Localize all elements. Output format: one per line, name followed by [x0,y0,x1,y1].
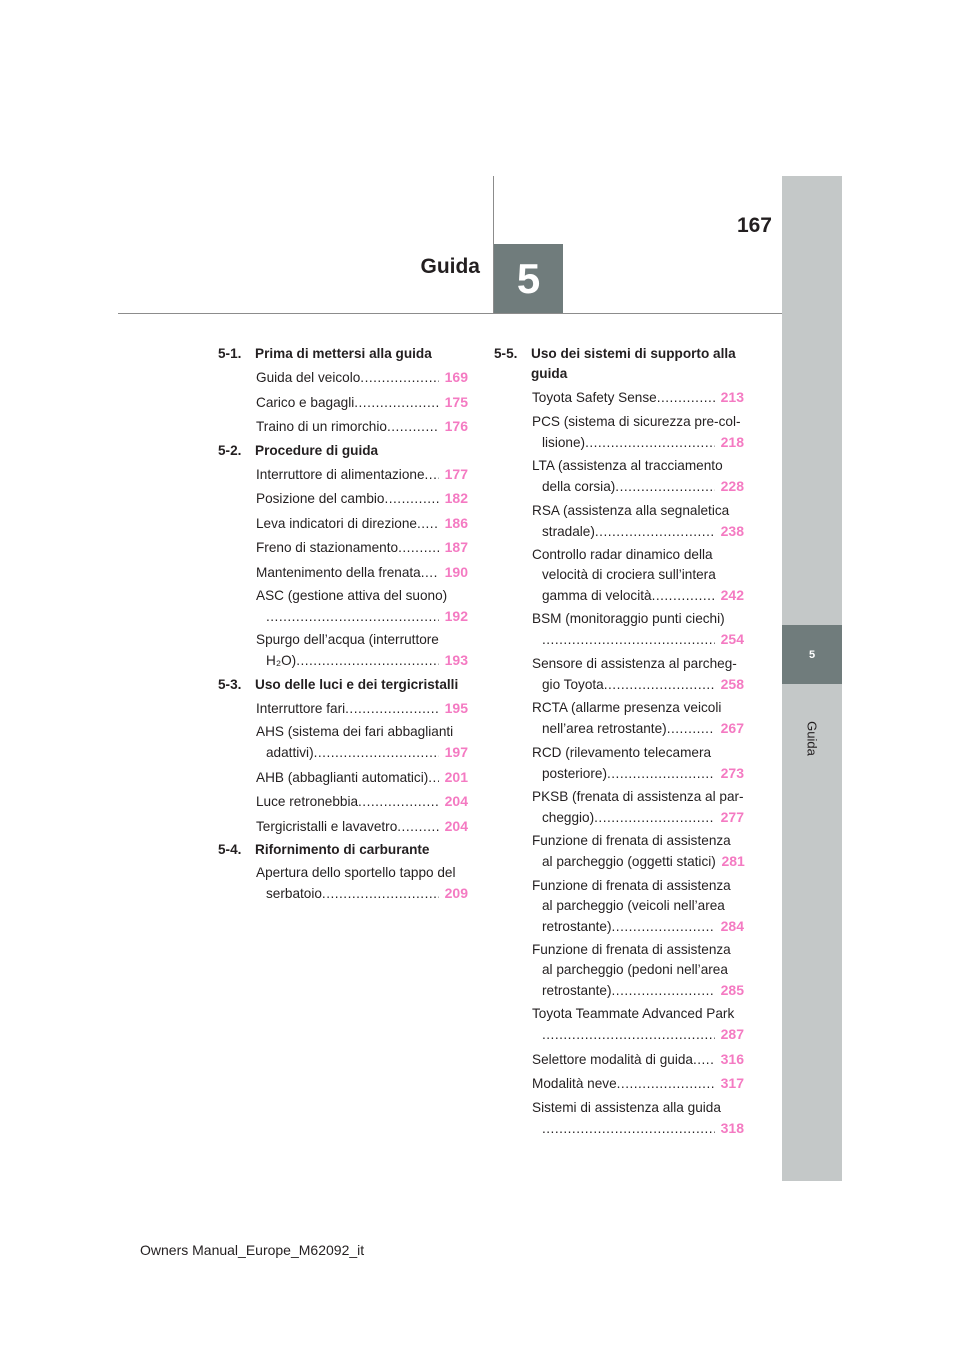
toc-entry[interactable] [532,1098,744,1139]
toc-entry[interactable] [256,367,468,388]
toc-entry-text-line [532,545,744,565]
toc-entry-text-line [532,456,744,476]
toc-entry[interactable] [532,940,744,1001]
toc-entry-text-line [532,609,744,629]
toc-entry-text: Interruttore fari [256,701,346,717]
toc-page-link[interactable]: 317 [720,1075,744,1092]
toc-entry-leader-line [256,392,468,413]
toc-entry[interactable] [532,412,744,453]
toc-page-link[interactable]: 169 [444,369,468,386]
toc-page-link[interactable]: 284 [720,917,744,934]
dot-leader [384,489,439,509]
dot-leader [417,514,439,534]
toc-entry[interactable] [256,767,468,788]
toc-page-link[interactable]: 182 [444,490,468,507]
toc-entry-text-line [532,501,744,521]
toc-entry-leader-line [256,606,468,627]
toc-entry[interactable] [532,876,744,937]
toc-page-link[interactable]: 287 [720,1026,744,1043]
toc-entry-leader-line [256,367,468,388]
toc-page-link[interactable]: 186 [444,514,468,531]
toc-page-link[interactable]: 195 [444,700,468,717]
toc-page-link[interactable]: 267 [720,720,744,737]
toc-entry-text-line [532,1098,744,1118]
toc-page-link[interactable]: 204 [444,817,468,834]
toc-entry[interactable] [256,537,468,558]
toc-entry-text: RCD (rilevamento telecamera [532,744,712,760]
toc-entry-text: stradale) [542,523,595,539]
toc-entry-text-line [532,960,744,980]
toc-entry-leader-line [532,980,744,1001]
toc-entry[interactable] [256,488,468,509]
toc-page-link[interactable]: 285 [720,982,744,999]
toc-entry-leader-line [532,851,744,872]
dot-leader [585,433,715,453]
toc-entry-text: Toyota Safety Sense [532,390,657,406]
toc-entry-text: Posizione del cambio [256,491,385,507]
toc-entry-text: Funzione di frenata di assistenza [532,942,731,958]
dot-leader [397,817,439,837]
toc-entry[interactable] [532,654,744,695]
toc-entry[interactable] [256,791,468,812]
toc-entry-text: ASC (gestione attiva del suono) [256,587,448,603]
toc-page-link[interactable]: 258 [720,675,744,692]
toc-page-link[interactable]: 176 [444,418,468,435]
toc-entry-leader-line [532,916,744,937]
toc-entry[interactable] [256,416,468,437]
toc-page-link[interactable]: 193 [444,652,468,669]
toc-entry-text: Luce retronebbia [256,794,359,810]
toc-entry[interactable] [532,1004,744,1045]
toc-entry-text-line [532,876,744,896]
toc-entry-text: retrostante) [542,918,612,934]
toc-entry-text: RSA (assistenza alla segnaletica [532,502,730,518]
toc-entry-leader-line [256,464,468,485]
toc-entry-leader-line [256,883,468,904]
dot-leader [594,808,715,828]
dot-leader [542,1025,715,1045]
chapter-number-box [494,244,563,313]
toc-entry-text: Freno di stazionamento [256,540,399,556]
toc-entry-leader-line [256,537,468,558]
toc-entry[interactable] [256,630,468,671]
dot-leader [266,607,439,627]
toc-entry[interactable] [256,863,468,904]
dot-leader [421,563,439,583]
toc-entry-leader-line [532,1049,744,1070]
toc-entry-text: della corsia) [542,479,616,495]
toc-entry[interactable] [532,1073,744,1094]
toc-entry[interactable] [256,464,468,485]
toc-section-heading [218,441,468,461]
toc-entry-text: Apertura dello sportello tappo del [256,865,456,881]
toc-entry-text: Traino di un rimorchio [256,419,387,435]
dot-leader [542,630,715,650]
dot-leader [652,586,715,606]
toc-entry-text: serbatoio [266,886,322,902]
toc-entry-leader-line [532,432,744,453]
chapter-title: Guida [420,255,480,278]
toc-entry[interactable] [256,513,468,534]
section-title [255,441,468,461]
section-number: 5-5. [494,346,518,361]
section-title-line: Rifornimento di carburante [255,842,430,858]
toc-page-link[interactable]: 238 [720,522,744,539]
toc-entry-text: Guida del veicolo [256,370,361,386]
section-number: 5-2. [218,442,242,458]
section-title-line: Uso dei sistemi di supporto alla [531,346,736,361]
toc-entry-text: Interruttore di alimentazione [256,466,425,482]
sidebar-chapter-label: Guida [804,721,820,756]
section-title-line: Uso delle luci e dei tergicristalli [255,676,459,692]
toc-entry-text: al parcheggio (oggetti statici) [542,854,716,870]
section-title [255,344,468,364]
dot-leader [542,1119,715,1139]
toc-entry-text-line [256,722,468,742]
section-title-line: Prima di mettersi alla guida [255,346,432,361]
toc-entry-leader-line [256,488,468,509]
toc-entry[interactable] [256,392,468,413]
toc-entry-text: Mantenimento della frenata [256,564,421,580]
toc-page-link[interactable]: 209 [444,885,468,902]
toc-entry-text: lisione) [542,434,586,450]
toc-entry-text: nell’area retrostante) [542,721,667,737]
toc-entry-text-line [532,787,744,807]
toc-entry[interactable] [532,501,744,542]
toc-entry[interactable] [532,1049,744,1070]
toc-entry[interactable] [256,698,468,719]
toc-page-link[interactable]: 228 [720,478,744,495]
toc-entry-text: Carico e bagagli [256,394,355,410]
toc-entry[interactable] [256,722,468,763]
toc-entry-text: retrostante) [542,983,612,999]
toc-entry-text: Spurgo dell’acqua (interruttore [256,632,439,648]
toc-entry-text: Tergicristalli e lavavetro [256,818,398,834]
toc-entry-leader-line [532,807,744,828]
dot-leader [667,719,715,739]
toc-entry[interactable] [256,562,468,583]
toc-entry-text: velocità di crociera sull’intera [542,566,716,582]
dot-leader [595,522,715,542]
toc-entry-leader-line [256,513,468,534]
toc-entry-text: gio Toyota [542,676,604,692]
toc-entry-text: PCS (sistema di sicurezza pre-col- [532,413,741,429]
dot-leader [398,538,439,558]
toc-right-column [494,344,744,1142]
section-number: 5-1. [218,346,242,361]
toc-entry-leader-line [532,387,744,408]
toc-entry-text: al parcheggio (veicoli nell’area [542,897,725,913]
toc-entry-leader-line [256,650,468,671]
section-title-line: guida [531,366,568,381]
toc-entry-text-line [532,1004,744,1024]
toc-entry-leader-line [532,1073,744,1094]
dot-leader [425,465,439,485]
toc-entry[interactable] [256,586,468,627]
toc-entry-text: AHB (abbaglianti automatici) [256,769,429,785]
footer-document-id: Owners Manual_Europe_M62092_it [140,1242,365,1258]
toc-page-link[interactable]: 273 [720,764,744,781]
toc-entry[interactable] [256,816,468,837]
toc-section-heading [218,675,468,695]
toc-page-link[interactable]: 218 [720,433,744,450]
toc-entry-text-line [256,630,468,650]
toc-entry-leader-line [532,476,744,497]
toc-entry-text-line [532,940,744,960]
toc-entry-text: LTA (assistenza al tracciamento [532,458,723,474]
toc-entry-text: Funzione di frenata di assistenza [532,877,731,893]
toc-entry-leader-line [532,1118,744,1139]
toc-section-heading [218,344,468,364]
toc-entry-leader-line [256,791,468,812]
toc-entry-text: adattivi) [266,745,314,761]
toc-page-link[interactable]: 204 [444,793,468,810]
dot-leader [360,368,439,388]
toc-entry-leader-line [256,698,468,719]
toc-entry-text-line [532,896,744,916]
toc-entry-text: AHS (sistema dei fari abbaglianti [256,724,454,740]
section-title [255,675,468,695]
toc-entry-leader-line [532,718,744,739]
toc-page-link[interactable]: 197 [444,744,468,761]
toc-page-link[interactable]: 213 [720,389,744,406]
toc-entry[interactable] [532,387,744,408]
toc-entry-text-line [532,831,744,851]
chapter-sidebar [782,176,842,1181]
toc-entry-leader-line [256,767,468,788]
dot-leader [607,764,715,784]
toc-page-link[interactable]: 281 [721,853,745,870]
toc-entry[interactable] [532,545,744,606]
toc-page-link[interactable]: 277 [720,808,744,825]
toc-page-link[interactable]: 242 [720,586,744,603]
dot-leader [428,768,439,788]
section-title [531,344,744,384]
toc-entry-text: Selettore modalità di guida [532,1051,693,1067]
toc-entry-text: BSM (monitoraggio punti ciechi) [532,611,725,627]
toc-entry-text: Controllo radar dinamico della [532,546,713,562]
section-title [255,840,468,860]
dot-leader [387,417,439,437]
toc-entry-text: al parcheggio (pedoni nell’area [542,962,728,978]
toc-entry-text: Sensore di assistenza al parcheg- [532,655,737,671]
dot-leader [322,884,439,904]
toc-entry-text: RCTA (allarme presenza veicoli [532,700,722,716]
toc-left-column [218,344,468,908]
page-number: 167 [736,214,772,237]
toc-page-link[interactable]: 201 [444,768,468,785]
dot-leader [296,651,439,671]
toc-entry-text-line [532,565,744,585]
toc-page-link[interactable]: 177 [444,465,468,482]
toc-entry-leader-line [256,742,468,763]
dot-leader [314,743,439,763]
dot-leader [612,917,715,937]
dot-leader [345,699,439,719]
toc-entry-text: Sistemi di assistenza alla guida [532,1099,721,1115]
toc-page-link[interactable]: 190 [444,563,468,580]
toc-entry-leader-line [256,416,468,437]
toc-entry-text: Funzione di frenata di assistenza [532,833,731,849]
toc-entry-text: cheggio) [542,809,595,825]
toc-page-link[interactable]: 316 [720,1050,744,1067]
toc-entry-text: Modalità neve [532,1076,617,1092]
toc-page-link[interactable]: 254 [720,631,744,648]
toc-entry[interactable] [532,609,744,650]
toc-entry-leader-line [532,1024,744,1045]
dot-leader [615,477,715,497]
toc-entry-text: Leva indicatori di direzione [256,515,417,531]
toc-entry-leader-line [532,521,744,542]
toc-entry-text: posteriore) [542,765,607,781]
toc-entry-leader-line [532,674,744,695]
toc-entry-leader-line [532,629,744,650]
toc-entry[interactable] [532,831,744,872]
toc-entry[interactable] [532,743,744,784]
toc-page-link[interactable]: 192 [444,607,468,624]
toc-entry-text-line [532,743,744,763]
toc-page-link[interactable]: 187 [444,539,468,556]
toc-section-heading [218,840,468,860]
toc-entry-leader-line [256,562,468,583]
toc-entry-text: PKSB (frenata di assistenza al par- [532,788,744,804]
sidebar-chapter-tab[interactable] [782,625,842,684]
toc-entry-leader-line [532,763,744,784]
dot-leader [612,981,715,1001]
toc-entry[interactable] [532,456,744,497]
toc-entry-leader-line [256,816,468,837]
toc-entry[interactable] [532,787,744,828]
toc-entry-text-line [532,654,744,674]
toc-entry-text-line [532,412,744,432]
section-title-line: Procedure di guida [255,442,379,458]
dot-leader [358,792,439,812]
toc-entry-leader-line [532,585,744,606]
dot-leader [657,388,715,408]
dot-leader [617,1074,715,1094]
toc-entry-text: H₂O) [266,653,297,669]
toc-entry[interactable] [532,698,744,739]
toc-entry-text-line [256,863,468,883]
chapter-number: 5 [516,254,541,302]
section-number: 5-4. [218,842,242,858]
header-horizontal-rule [118,313,782,314]
dot-leader [693,1050,715,1070]
toc-entry-text-line [256,586,468,606]
section-number: 5-3. [218,676,242,692]
toc-page-link[interactable]: 318 [720,1119,744,1136]
sidebar-tab-number: 5 [808,648,816,661]
toc-section-heading [494,344,744,384]
dot-leader [354,393,439,413]
toc-entry-text-line [532,698,744,718]
toc-entry-text: gamma di velocità [542,587,652,603]
toc-page-link[interactable]: 175 [444,393,468,410]
toc-entry-text: Toyota Teammate Advanced Park [532,1006,735,1022]
dot-leader [604,675,715,695]
